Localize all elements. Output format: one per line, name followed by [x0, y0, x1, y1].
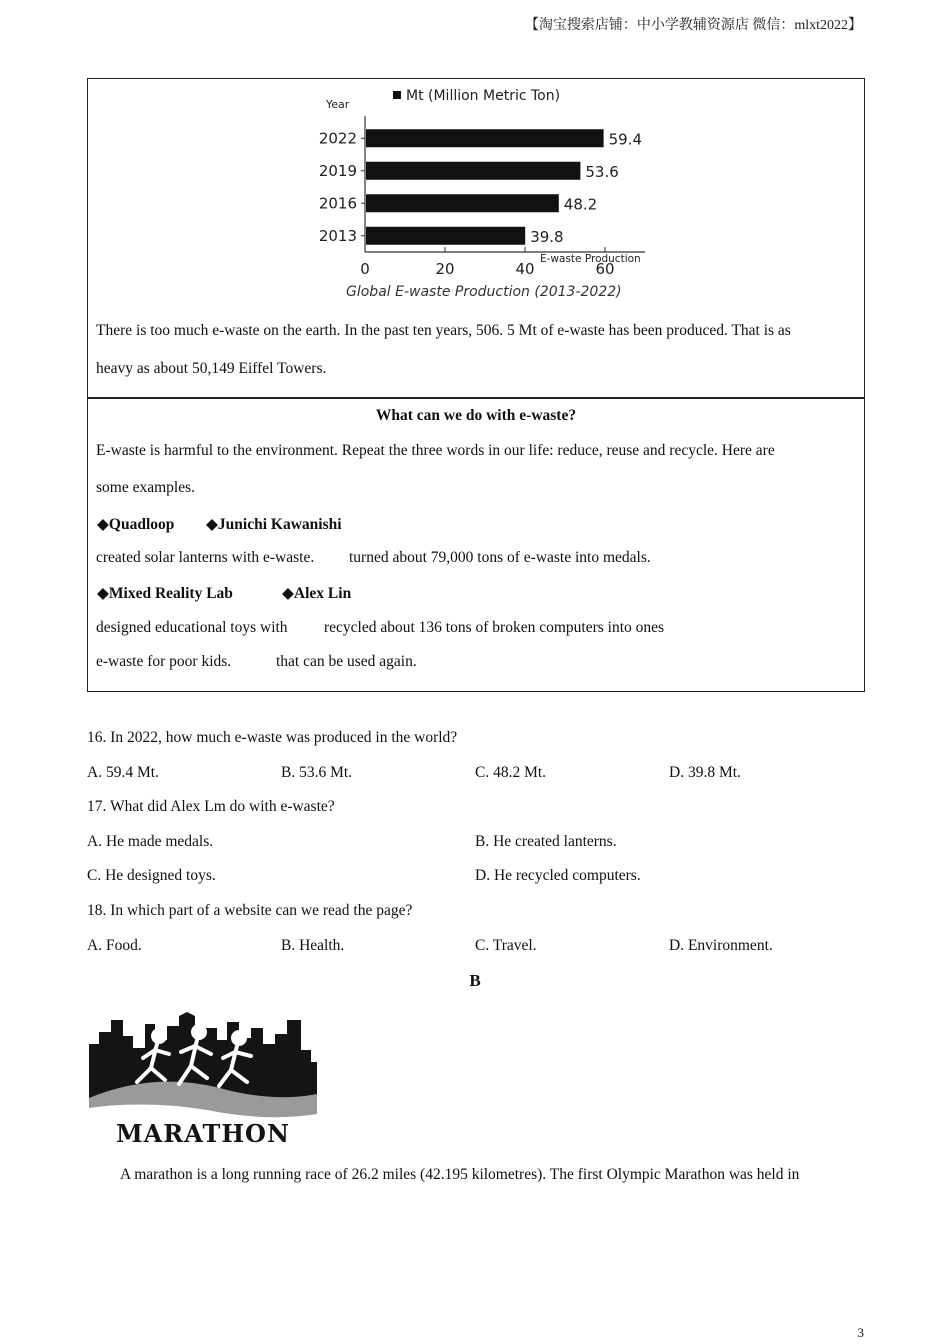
bar: [366, 194, 559, 212]
q16-option-b: B. 53.6 Mt.: [281, 764, 353, 781]
diamond-icon: ◆: [97, 585, 109, 602]
alex-lin-name: Alex Lin: [293, 585, 352, 602]
diamond-icon: ◆: [206, 516, 218, 533]
alex-lin-desc-1: recycled about 136 tons of broken computers into ones: [324, 619, 665, 636]
section-line-1: E-waste is harmful to the environment. Repeat the three words in our life: reduce, reuse and recycle. Here are: [96, 442, 775, 459]
marathon-logo: [87, 1010, 319, 1148]
q18-option-c: C. Travel.: [475, 937, 537, 954]
x-tick-label: 40: [515, 260, 535, 278]
category-label: 2022: [318, 129, 357, 148]
x-axis-label: E-waste Production: [540, 253, 641, 265]
diamond-icon: ◆: [282, 585, 294, 602]
bar: [366, 162, 580, 180]
quadloop-name: Quadloop: [108, 516, 175, 533]
bar: [366, 227, 525, 245]
bar: [366, 129, 604, 147]
question-17: 17. What did Alex Lm do with e-waste?: [87, 798, 335, 815]
mixed-reality-desc-2: e-waste for poor kids.: [96, 653, 232, 670]
section-line-2: some examples.: [96, 479, 196, 496]
section-b-paragraph: A marathon is a long running race of 26.2 miles (42.195 kilometres). The first Olympic Marathon was held in: [120, 1166, 800, 1183]
category-label: 2019: [318, 161, 357, 180]
q18-option-d: D. Environment.: [669, 937, 773, 954]
example-alex-lin-title: [282, 583, 351, 603]
ewaste-bar-chart-svg: [300, 84, 660, 304]
chart-title: Global E-waste Production (2013-2022): [346, 284, 622, 300]
q17-option-d: D. He recycled computers.: [475, 867, 641, 884]
bars-group: [319, 116, 645, 252]
page-number: 3: [857, 1325, 864, 1340]
q16-option-d: D. 39.8 Mt.: [669, 764, 741, 781]
marathon-logo-image: [87, 1010, 319, 1148]
legend-swatch: [393, 91, 401, 99]
example-junichi-title: [206, 514, 342, 534]
y-axis-label: Year: [326, 98, 350, 111]
question-18: 18. In which part of a website can we read the page?: [87, 902, 413, 919]
shop-header: 【淘宝搜索店铺：中小学教辅资源店 微信：mlxt2022】: [524, 18, 862, 33]
q18-option-a: A. Food.: [87, 937, 142, 954]
q17-option-c: C. He designed toys.: [87, 867, 216, 884]
legend-label: Mt (Million Metric Ton): [406, 88, 561, 104]
intro-line-1: There is too much e-waste on the earth. In the past ten years, 506. 5 Mt of e-waste has been produced. That is as: [96, 322, 791, 339]
ewaste-chart: [300, 84, 660, 304]
q18-option-b: B. Health.: [281, 937, 345, 954]
question-16: 16. In 2022, how much e-waste was produced in the world?: [87, 729, 458, 746]
bar-value-label: 39.8: [530, 227, 564, 246]
example-quadloop-title: [97, 514, 174, 534]
bar-value-label: 59.4: [608, 130, 643, 149]
category-label: 2016: [318, 194, 357, 213]
diamond-icon: ◆: [97, 516, 109, 533]
section-b-letter: B: [469, 971, 481, 990]
q16-option-a: A. 59.4 Mt.: [87, 764, 159, 781]
bar-value-label: 48.2: [563, 195, 598, 214]
mixed-reality-name: Mixed Reality Lab: [108, 585, 233, 602]
quadloop-desc: created solar lanterns with e-waste.: [96, 549, 315, 566]
section-title: What can we do with e-waste?: [375, 407, 577, 424]
x-tick-label: 0: [360, 260, 370, 278]
x-tick-label: 20: [435, 260, 455, 278]
x-tick-label: 60: [595, 260, 615, 278]
junichi-desc: turned about 79,000 tons of e-waste into medals.: [349, 549, 651, 566]
example-mixed-reality-title: [97, 583, 233, 603]
marathon-logo-text: MARATHON: [116, 1119, 290, 1148]
intro-line-2: heavy as about 50,149 Eiffel Towers.: [96, 360, 327, 377]
q16-option-c: C. 48.2 Mt.: [475, 764, 547, 781]
alex-lin-desc-2: that can be used again.: [276, 653, 417, 670]
q17-option-b: B. He created lanterns.: [475, 833, 617, 850]
mixed-reality-desc-1: designed educational toys with: [96, 619, 288, 636]
q17-option-a: A. He made medals.: [87, 833, 214, 850]
bar-value-label: 53.6: [585, 162, 619, 181]
junichi-name: Junichi Kawanishi: [217, 516, 342, 533]
category-label: 2013: [318, 226, 357, 245]
